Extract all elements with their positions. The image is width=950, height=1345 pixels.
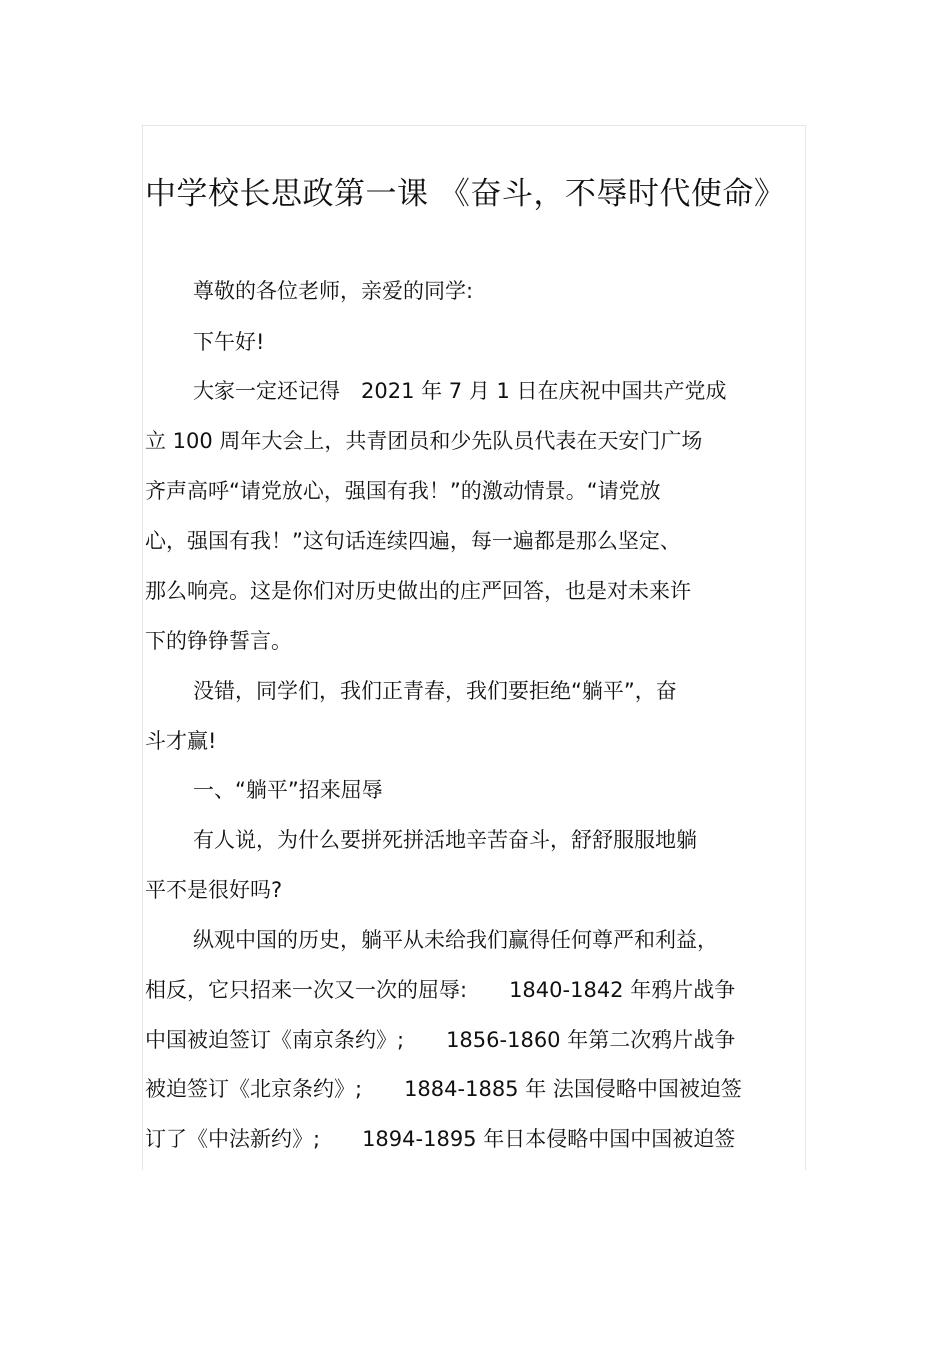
paragraph-line: 有人说，为什么要拼死拼活地辛苦奋斗，舒舒服服地躺 xyxy=(193,828,697,852)
paragraph-line: 立 100 周年大会上，共青团员和少先队员代表在天安门广场 xyxy=(145,429,703,453)
paragraph-line: 心，强国有我！”这句话连续四遍，每一遍都是那么坚定、 xyxy=(145,529,681,553)
section-heading: 一、“躺平”招来屈辱 xyxy=(193,778,383,802)
greeting: 下午好! xyxy=(193,330,265,354)
document-title: 中学校长思政第一课 《奋斗，不辱时代使命》 xyxy=(145,176,786,212)
paragraph-line: 被迫签订《北京条约》; 1884-1885 年 法国侵略中国被迫签 xyxy=(145,1077,742,1101)
paragraph-line: 平不是很好吗? xyxy=(145,878,283,902)
paragraph-line: 下的铮铮誓言。 xyxy=(145,629,292,653)
paragraph-line: 相反，它只招来一次又一次的屈辱: 1840-1842 年鸦片战争 xyxy=(145,978,736,1002)
paragraph-line: 没错，同学们，我们正青春，我们要拒绝“躺平”，奋 xyxy=(193,679,677,703)
paragraph-line: 斗才赢! xyxy=(145,729,217,753)
paragraph-line: 大家一定还记得 2021 年 7 月 1 日在庆祝中国共产党成 xyxy=(193,379,727,403)
salutation: 尊敬的各位老师，亲爱的同学: xyxy=(193,279,474,303)
paragraph-line: 齐声高呼“请党放心，强国有我！”的激动情景。“请党放 xyxy=(145,479,661,503)
paragraph-line: 订了《中法新约》; 1894-1895 年日本侵略中国中国被迫签 xyxy=(145,1127,736,1151)
paragraph-line: 纵观中国的历史，躺平从未给我们赢得任何尊严和利益， xyxy=(193,928,718,952)
paragraph-line: 那么响亮。这是你们对历史做出的庄严回答，也是对未来许 xyxy=(145,579,691,603)
paragraph-line: 中国被迫签订《南京条约》; 1856-1860 年第二次鸦片战争 xyxy=(145,1028,736,1052)
